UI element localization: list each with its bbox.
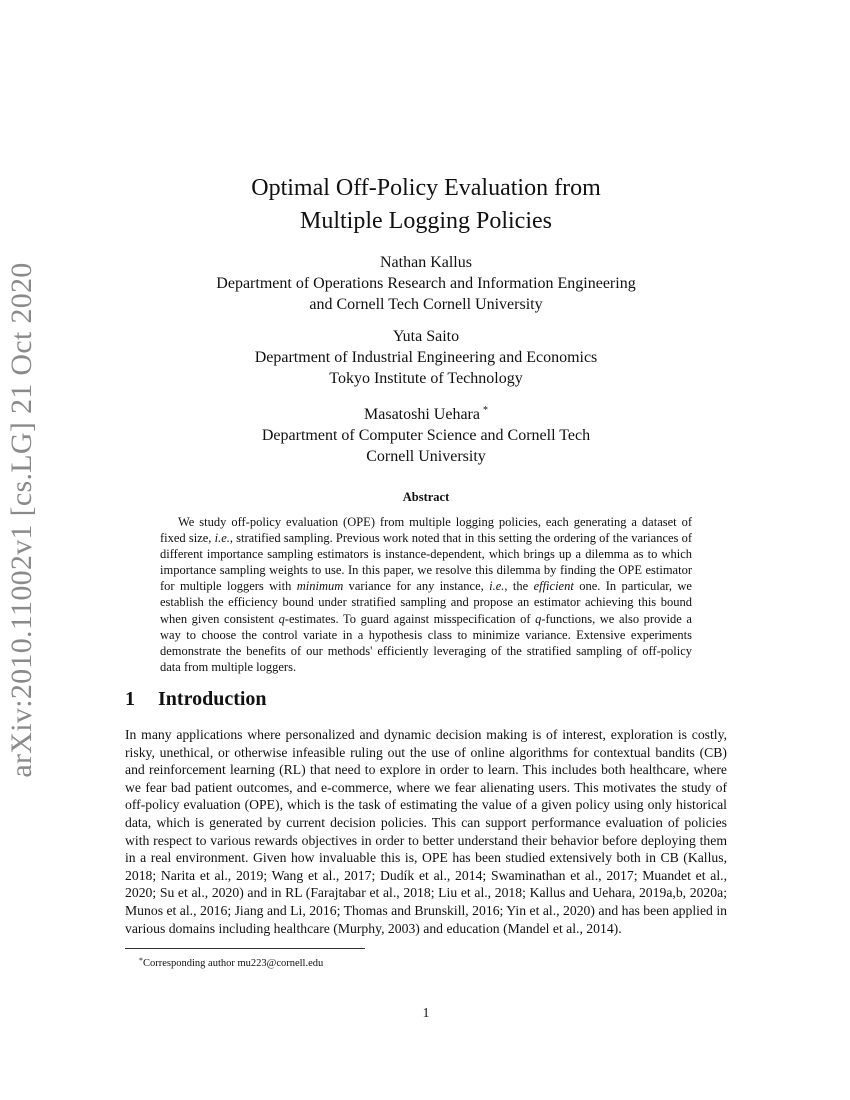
footnote-rule [125, 948, 365, 949]
title-line-2: Multiple Logging Policies [300, 208, 552, 234]
author-name: Masatoshi Uehara * [364, 405, 488, 423]
author-affiliation: and Cornell Tech Cornell University [309, 296, 543, 313]
section-heading [125, 688, 267, 711]
author-affiliation: Department of Industrial Engineering and Economics [254, 349, 598, 366]
author-affiliation: Cornell University [366, 448, 486, 465]
author-name: Yuta Saito [392, 328, 460, 345]
author-block [125, 252, 727, 467]
arxiv-stamp-text: arXiv:2010.11002v1 [cs.LG] 21 Oct 2020 [5, 262, 38, 778]
author-affiliation: Department of Computer Science and Cornell Tech [261, 427, 591, 444]
footnote [139, 954, 323, 970]
paper-title [125, 172, 727, 238]
title-line-1: Optimal Off-Policy Evaluation from [251, 175, 601, 201]
section-number: 1 [125, 688, 135, 710]
author-affiliation: Department of Operations Research and Information Engineering [216, 275, 636, 292]
author-affiliation: Tokyo Institute of Technology [329, 370, 523, 387]
footnote-text: Corresponding author mu223@cornell.edu [143, 958, 324, 969]
abstract-body: We study off-policy evaluation (OPE) from multiple logging policies, each generating a dataset of fixed size, i.e., stratified sampling. Previous work noted that in this setting the ordering of the variances of different importance sampling estimators is instance-dependent, which brings up a dilemma as to which importance sampling weights to use. In this paper, we resolve this dilemma by finding the OPE estimator for multiple loggers with minimum variance for any instance, i.e., the efficient one. In particular, we establish the efficiency bound under stratified sampling and propose an estimator achieving this bound when given consistent q-estimates. To guard against misspecification of q-functions, we also provide a way to choose the control variate in a hypothesis class to minimize variance. Extensive experiments demonstrate the benefits of our methods' efficiently leveraging of the stratified sampling of off-policy data from multiple loggers. [160, 515, 692, 674]
page-number: 1 [422, 1005, 430, 1020]
footnote-mark: * [482, 405, 488, 416]
abstract-heading: Abstract [402, 490, 450, 504]
introduction-paragraph: In many applications where personalized and dynamic decision making is of interest, exploration is costly, risky, unethical, or otherwise infeasible ruling out the use of online algorithms for contextual bandits (CB) and reinforcement learning (RL) that need to explore in order to learn. This includes both healthcare, where we fear bad patient outcomes, and e-commerce, where we fear alienating users. This motivates the study of off-policy evaluation (OPE), which is the task of estimating the value of a given policy using only historical data, which is generated by current decision policies. This can support performance evaluation of policies with respect to various rewards objectives in order to better understand their behavior before deploying them in a real environment. Given how invaluable this is, OPE has been studied extensively both in CB (Kallus, 2018; Narita et al., 2019; Wang et al., 2017; Dudík et al., 2014; Swaminathan et al., 2017; Muandet et al., 2020; Su et al., 2020) and in RL (Farajtabar et al., 2018; Liu et al., 2018; Kallus and Uehara, 2019a,b, 2020a; Munos et al., 2016; Jiang and Li, 2016; Thomas and Brunskill, 2016; Yin et al., 2020) and has been applied in various domains including healthcare (Murphy, 2003) and education (Mandel et al., 2014). [125, 727, 727, 936]
section-title: Introduction [158, 688, 267, 710]
footnote-mark: * [139, 956, 143, 965]
author-name: Nathan Kallus [380, 254, 472, 271]
